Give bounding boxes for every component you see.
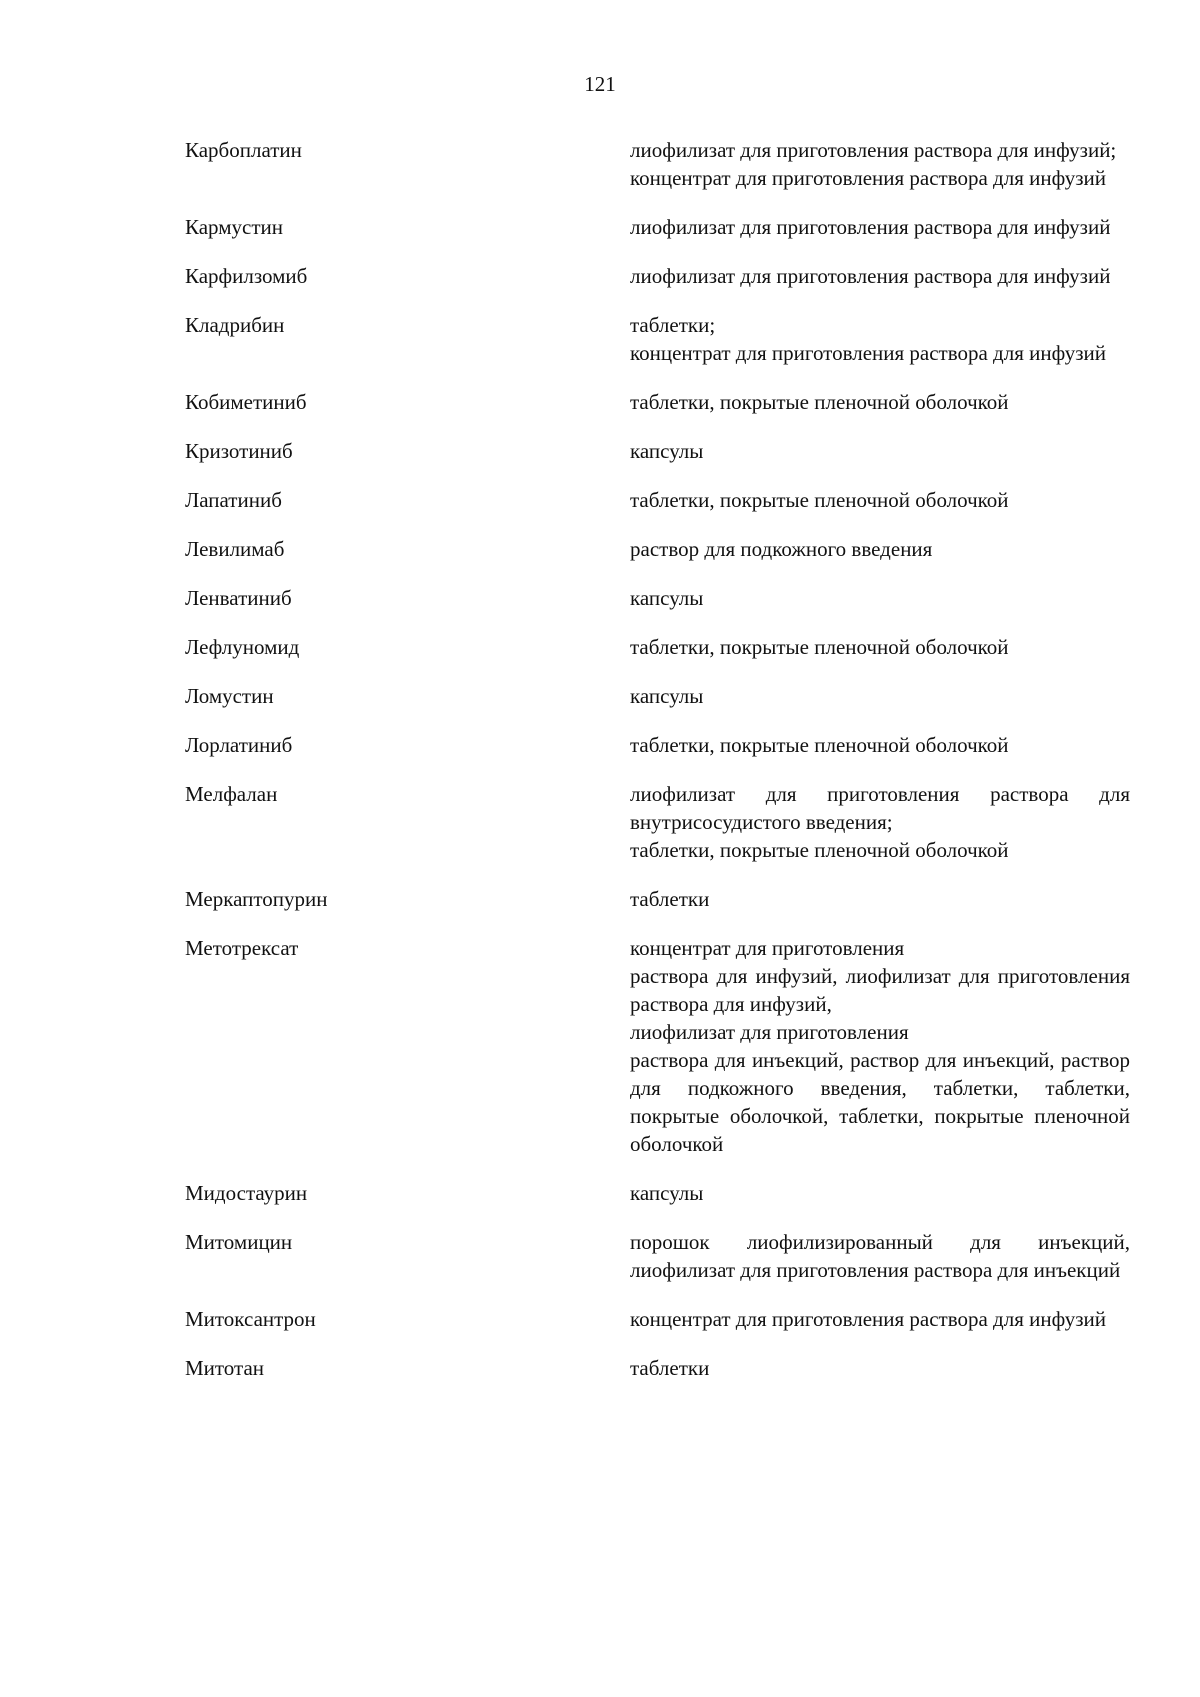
drug-name: Мидостаурин [185,1181,308,1205]
dosage-form-text: капсулы [630,684,704,708]
dosage-form-text: концентрат для приготовления [630,936,905,960]
drug-row [185,584,1130,612]
dosage-form-text: раствор для подкожного введения [630,537,933,561]
drug-name: Ломустин [185,684,274,708]
drug-name: Лапатиниб [185,488,282,512]
dosage-form-text: таблетки; [630,313,716,337]
drug-name: Кармустин [185,215,283,239]
drug-row [185,486,1130,514]
dosage-forms [630,633,1130,661]
dosage-form-text: капсулы [630,586,704,610]
drug-row [185,262,1130,290]
drug-row [185,633,1130,661]
dosage-form-text: таблетки [630,1356,710,1380]
drug-name: Метотрексат [185,936,299,960]
dosage-forms [630,1354,1130,1382]
drug-name: Меркаптопурин [185,887,328,911]
dosage-form-text: капсулы [630,439,704,463]
page-number: 121 [584,72,616,96]
dosage-forms [630,885,1130,913]
dosage-forms [630,262,1130,290]
drug-row [185,213,1130,241]
drug-row [185,535,1130,563]
dosage-forms [630,682,1130,710]
drug-row [185,1305,1130,1333]
drug-row [185,682,1130,710]
dosage-form-text: лиофилизат для приготовления раствора для инфузий; [630,138,1117,162]
drug-name: Кобиметиниб [185,390,307,414]
drug-name: Карфилзомиб [185,264,308,288]
drug-row [185,934,1130,1158]
dosage-form-text: лиофилизат для приготовления раствора для инфузий [630,215,1111,239]
dosage-forms [630,535,1130,563]
dosage-forms [630,780,1130,864]
drug-name: Лефлуномид [185,635,300,659]
drug-name: Мелфалан [185,782,278,806]
drug-row [185,388,1130,416]
dosage-form-text: таблетки, покрытые пленочной оболочкой [630,390,1009,414]
drug-row [185,731,1130,759]
drug-name: Ленватиниб [185,586,292,610]
dosage-form-text: раствора для инфузий, лиофилизат для приготовления раствора для инфузий, [630,964,1130,1016]
dosage-forms [630,584,1130,612]
drug-list [185,136,1130,1403]
drug-name: Митоксантрон [185,1307,316,1331]
drug-row [185,311,1130,367]
drug-name: Карбоплатин [185,138,302,162]
drug-name: Кризотиниб [185,439,293,463]
dosage-form-text: таблетки [630,887,710,911]
drug-name: Кладрибин [185,313,285,337]
drug-row [185,1179,1130,1207]
drug-row [185,1354,1130,1382]
drug-name: Митотан [185,1356,265,1380]
drug-name: Левилимаб [185,537,285,561]
drug-row [185,437,1130,465]
dosage-forms [630,311,1130,367]
dosage-forms [630,213,1130,241]
dosage-form-text: капсулы [630,1181,704,1205]
dosage-forms [630,136,1130,192]
dosage-form-text: концентрат для приготовления раствора для инфузий [630,166,1106,190]
drug-name: Лорлатиниб [185,733,293,757]
dosage-forms [630,1305,1130,1333]
dosage-forms [630,486,1130,514]
dosage-form-text: концентрат для приготовления раствора для инфузий [630,341,1106,365]
dosage-form-text: лиофилизат для приготовления [630,1020,909,1044]
dosage-form-text: таблетки, покрытые пленочной оболочкой [630,488,1009,512]
dosage-form-text: лиофилизат для приготовления раствора для инфузий [630,264,1111,288]
dosage-forms [630,731,1130,759]
dosage-form-text: концентрат для приготовления раствора для инфузий [630,1307,1106,1331]
dosage-forms [630,934,1130,1158]
dosage-form-text: таблетки, покрытые пленочной оболочкой [630,733,1009,757]
dosage-form-text: таблетки, покрытые пленочной оболочкой [630,838,1009,862]
drug-row [185,780,1130,864]
drug-name: Митомицин [185,1230,293,1254]
dosage-forms [630,1179,1130,1207]
dosage-form-text: лиофилизат для приготовления раствора для внутрисосудистого введения; [630,782,1130,834]
dosage-form-text: раствора для инъекций, раствор для инъекций, раствор для подкожного введения, таблетки, таблетки, покрытые оболочкой, таблетки, покрытые пленочной оболочкой [630,1048,1130,1156]
drug-row [185,1228,1130,1284]
dosage-forms [630,437,1130,465]
drug-row [185,885,1130,913]
dosage-form-text: таблетки, покрытые пленочной оболочкой [630,635,1009,659]
dosage-forms [630,388,1130,416]
drug-row [185,136,1130,192]
dosage-form-text: порошок лиофилизированный для инъекций, лиофилизат для приготовления раствора для инъекций [630,1230,1130,1282]
dosage-forms [630,1228,1130,1284]
